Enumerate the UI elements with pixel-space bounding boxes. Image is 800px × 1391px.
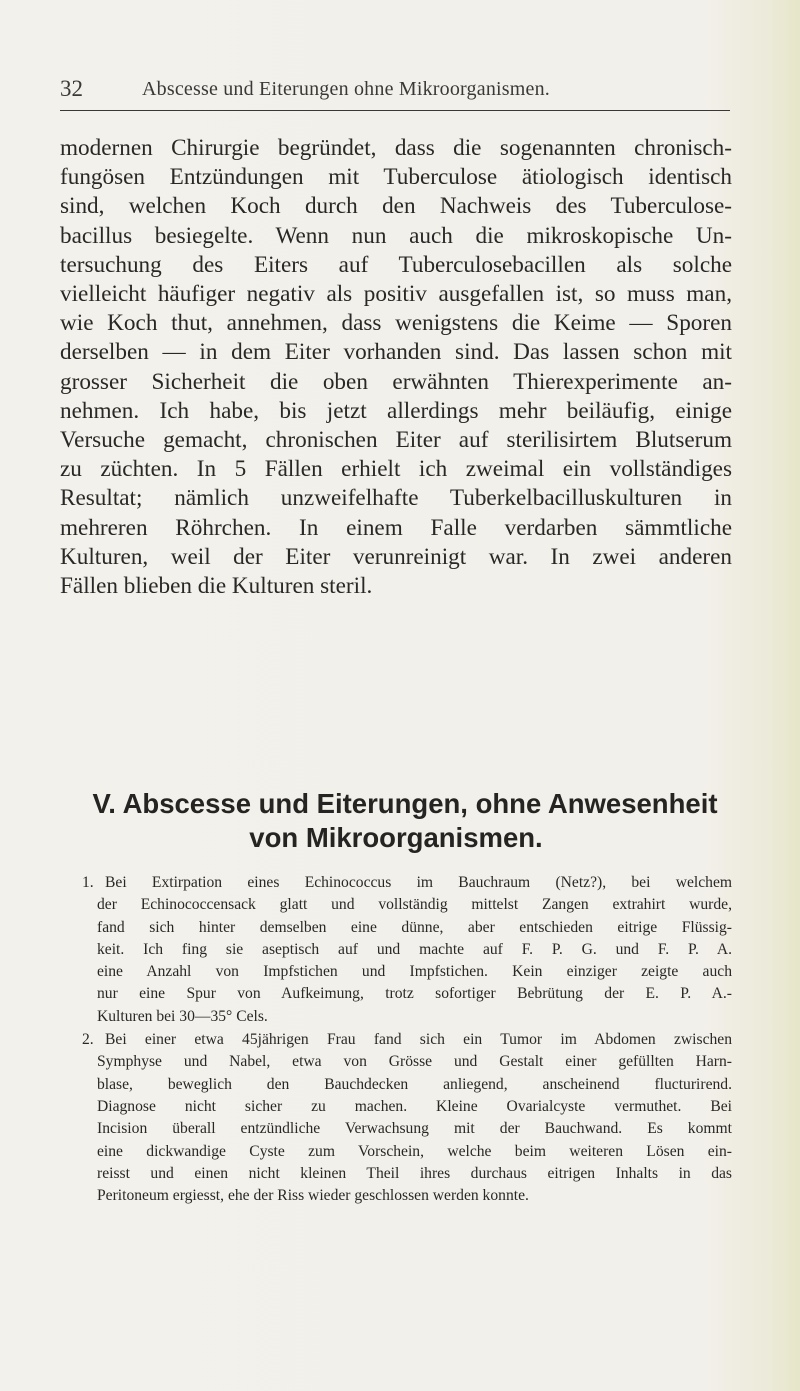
body-paragraph bbox=[60, 134, 732, 601]
case-note-line: reisst und einen nicht kleinen Theil ihres durchaus eitrigen Inhalts in das bbox=[97, 1164, 732, 1182]
case-note-line: nur eine Spur von Aufkeimung, trotz sofortiger Bebrütung der E. P. A.- bbox=[97, 985, 732, 1003]
paragraph-line: Resultat; nämlich unzweifelhafte Tuberkelbacilluskulturen in bbox=[60, 485, 732, 512]
section-heading-line: von Mikroorganismen. bbox=[249, 822, 543, 853]
case-note-line: Bei einer etwa 45jährigen Frau fand sich ein Tumor im Abdomen zwischen bbox=[105, 1031, 732, 1049]
page-number: 32 bbox=[60, 76, 83, 101]
paragraph-line: derselben — in dem Eiter vorhanden sind. Das lassen schon mit bbox=[60, 339, 732, 366]
case-note-line: Incision überall entzündliche Verwachsung mit der Bauchwand. Es kommt bbox=[97, 1120, 732, 1138]
case-note bbox=[60, 1029, 732, 1207]
case-note-line: fand sich hinter demselben eine dünne, aber entschieden eitrige Flüssig- bbox=[97, 918, 732, 936]
paragraph-line: wie Koch thut, annehmen, dass wenigstens die Keime — Sporen bbox=[60, 310, 732, 337]
paragraph-line: nehmen. Ich habe, bis jetzt allerdings mehr beiläufig, einige bbox=[60, 397, 732, 424]
paragraph-line: tersuchung des Eiters auf Tuberculosebacillen als solche bbox=[60, 251, 732, 278]
case-note bbox=[60, 872, 732, 1028]
paragraph-line: Kulturen, weil der Eiter verunreinigt war. In zwei anderen bbox=[60, 543, 732, 570]
case-notes bbox=[60, 872, 732, 1208]
case-note-line: blase, beweglich den Bauchdecken anliegend, anscheinend flucturirend. bbox=[97, 1075, 732, 1093]
case-note-line: der Echinococcensack glatt und vollständig mittelst Zangen extrahirt wurde, bbox=[97, 896, 732, 914]
case-note-number: 2. bbox=[82, 1031, 94, 1049]
paragraph-line: zu züchten. In 5 Fällen erhielt ich zweimal ein vollständiges bbox=[60, 456, 732, 483]
case-note-line: Diagnose nicht sicher zu machen. Kleine Ovarialcyste vermuthet. Bei bbox=[97, 1097, 732, 1115]
case-note-line: eine dickwandige Cyste zum Vorschein, welche beim weiteren Lösen ein- bbox=[97, 1142, 732, 1160]
case-note-line: Symphyse und Nabel, etwa von Grösse und Gestalt einer gefüllten Harn- bbox=[97, 1053, 732, 1071]
case-note-line: Kulturen bei 30—35° Cels. bbox=[97, 1007, 268, 1025]
paragraph-line: mehreren Röhrchen. In einem Falle verdarben sämmtliche bbox=[60, 514, 732, 541]
paragraph-line: modernen Chirurgie begründet, dass die sogenannten chronisch- bbox=[60, 135, 732, 161]
page-header bbox=[60, 74, 730, 111]
paragraph-line: Versuche gemacht, chronischen Eiter auf sterilisirtem Blutserum bbox=[60, 427, 732, 454]
case-note-number: 1. bbox=[82, 874, 94, 891]
case-note-line: Peritoneum ergiesst, ehe der Riss wieder geschlossen werden konnte. bbox=[97, 1187, 529, 1205]
paragraph-line: fungösen Entzündungen mit Tuberculose ätiologisch identisch bbox=[60, 164, 732, 191]
section-heading bbox=[60, 787, 732, 855]
running-head: Abscesse und Eiterungen ohne Mikroorganismen. bbox=[142, 78, 550, 100]
case-note-line: Bei Extirpation eines Echinococcus im Bauchraum (Netz?), bei welchem bbox=[105, 874, 732, 891]
section-heading-line: V. Abscesse und Eiterungen, ohne Anwesenheit bbox=[92, 788, 718, 819]
paragraph-line: vielleicht häufiger negativ als positiv ausgefallen ist, so muss man, bbox=[60, 281, 732, 308]
case-note-line: eine Anzahl von Impfstichen und Impfstichen. Kein einziger zeigte auch bbox=[97, 963, 732, 981]
paragraph-line: Fällen blieben die Kulturen steril. bbox=[60, 573, 373, 600]
paragraph-line: grosser Sicherheit die oben erwähnten Thierexperimente an- bbox=[60, 368, 732, 395]
case-note-line: keit. Ich fing sie aseptisch auf und machte auf F. P. G. und F. P. A. bbox=[97, 940, 732, 958]
paragraph-line: bacillus besiegelte. Wenn nun auch die mikroskopische Un- bbox=[60, 222, 732, 249]
paragraph-line: sind, welchen Koch durch den Nachweis des Tuberculose- bbox=[60, 193, 732, 220]
